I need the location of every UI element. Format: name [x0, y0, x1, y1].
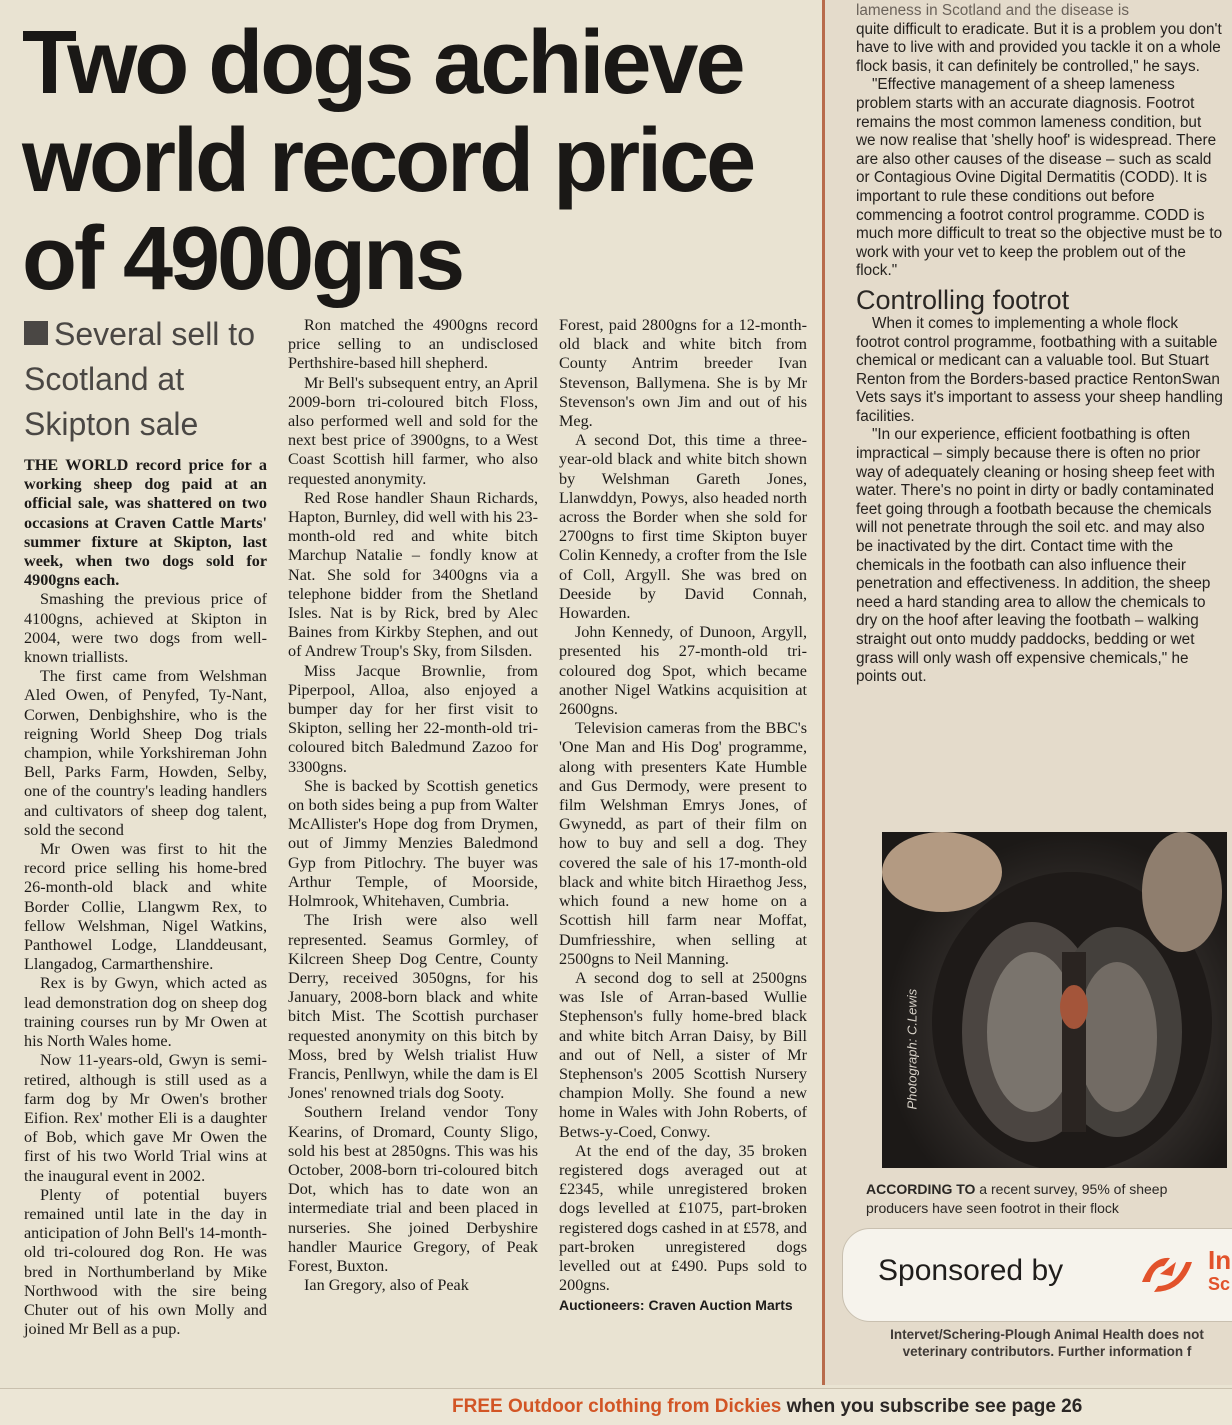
logo-line-2: Sc: [1208, 1274, 1231, 1294]
paragraph: Forest, paid 2800gns for a 12-month-old black and white bitch from County Antrim breeder Ivan Stevenson, Ballymena. She is by Mr Stevenson's own Jim and out of his Meg.: [559, 316, 807, 431]
headline: Two dogs achieve world record price of 4900gns: [22, 13, 754, 309]
promo-highlight: FREE Outdoor clothing from Dickies: [452, 1396, 782, 1417]
caption-lead: ACCORDING TO: [866, 1181, 976, 1197]
paragraph: Southern Ireland vendor Tony Kearins, of Dromard, County Sligo, sold his best at 2850gns. This was his October, 2008-born tri-coloured bitch Dot, which has to date won an intermediate trial and been placed in nurseries. She joined Derbyshire handler Maurice Gregory, of Peak Forest, Buxton.: [288, 1103, 538, 1275]
photo-credit: Photograph: C.Lewis: [904, 988, 920, 1110]
sheep-hoof-photo: [882, 832, 1227, 1168]
square-bullet-icon: [24, 321, 48, 345]
paragraph: She is backed by Scottish genetics on both sides being a pup from Walter McAllister's Hope dog from Drymen, out of Jimmy Menzies Baledmond Gyp from Pitlochry. The buyer was Arthur Temple, of Moorside, Holmrook, Whitehaven, Cumbria.: [288, 776, 538, 911]
paragraph: Mr Owen was first to hit the record price selling his home-bred 26-month-old black and white Border Collie, Llangwm Rex, to fellow Welshman, Nigel Watkins, Panthowel Lodge, Llanddeusant, Llangadog, Carmarthenshire.: [24, 840, 267, 974]
paragraph: At the end of the day, 35 broken registered dogs averaged out at £2345, while unregistered broken dogs levelled at £1075, part-broken registered dogs cashed in at £578, and part-broken unregistered dogs levelled out at £490. Pups sold to 200gns.: [559, 1141, 807, 1295]
sidebar-text: [856, 2, 1224, 687]
article-lead: THE WORLD record price for a working sheep dog paid at an official sale, was shattered on two occasions at Craven Cattle Marts' summer fixture at Skipton, last week, when two dogs sold for 4900gns each.: [24, 456, 267, 590]
paragraph: When it comes to implementing a whole flock footrot control programme, footbathing with a suitable chemical or medicant can a valuable tool. But Stuart Renton from the Borders-based practice RentonSwan Vets says it's important to assess your sheep handling facilities.: [856, 314, 1223, 425]
sidebar-fragment: lameness in Scotland and the disease is: [856, 2, 1129, 19]
auctioneers-credit: Auctioneers: Craven Auction Marts: [559, 1297, 793, 1314]
subhead: [24, 312, 274, 447]
paragraph: Plenty of potential buyers remained until late in the day in anticipation of John Bell's 14-month-old tri-coloured dog Ron. He was bred in Northumberland by Mike Northwood with the sire being Chuter out of his own Molly and joined Mr Bell as a pup.: [24, 1185, 267, 1339]
sponsor-disclaimer: [862, 1326, 1232, 1360]
subhead-text: Several sell to Scotland at Skipton sale: [24, 316, 255, 442]
paragraph: John Kennedy, of Dunoon, Argyll, presented his 27-month-old tri-coloured dog Spot, which became another Nigel Watkins acquisition at 2600gns.: [559, 623, 807, 719]
paragraph: The first came from Welshman Aled Owen, of Penyfed, Ty-Nant, Corwen, Denbighshire, who is the reigning World Sheep Dog trials champion, while Yorkshireman John Bell, Parks Farm, Howden, Selby, one of the country's leading handlers and cultivators of sheep dog talent, sold the second: [24, 667, 267, 839]
paragraph: Smashing the previous price of 4100gns, achieved at Skipton in 2004, were two dogs from well-known triallists.: [24, 590, 267, 667]
paragraph: A second dog to sell at 2500gns was Isle of Arran-based Wullie Stephenson's fully home-bred black and white bitch Arran Daisy, by Bill and out of Nell, a sister of Mr Stephenson's 2005 Scottish Nursery champion Molly. She found a new home in Wales with John Roberts, of Betws-y-Coed, Conwy.: [559, 968, 807, 1141]
sponsor-logo-text: [1208, 1245, 1232, 1296]
article-column-2: [288, 316, 538, 1295]
photo-caption: [866, 1180, 1226, 1218]
paragraph: Ian Gregory, also of Peak: [304, 1276, 469, 1295]
paragraph: A second Dot, this time a three-year-old black and white bitch shown by Welshman Gareth Jones, Llanwddyn, Powys, also headed north across the Border when she sold for 2700gns to first time Skipton buyer Colin Kennedy, a crofter from the Isle of Coll, Argyll. She was bred on Deeside by David Connah, Howarden.: [559, 431, 807, 623]
article-column-1: [24, 456, 267, 1339]
paragraph: Red Rose handler Shaun Richards, Hapton, Burnley, did well with his 23-month-old red and white bitch Marchup Natalie – fondly know at Nat. She sold for 3400gns via a telephone bidder from the Shetland Isles. Nat is by Rick, bred by Alec Baines from Kirkby Stephen, and out of Andrew Troup's Sky, from Silsden.: [288, 488, 538, 661]
paragraph: Rex is by Gwyn, which acted as lead demonstration dog on sheep dog training courses run by Mr Owen at his North Wales home.: [24, 974, 267, 1051]
paragraph: quite difficult to eradicate. But it is a problem you don't have to live with and provided you tackle it on a whole flock basis, it can definitely be controlled," he says.: [856, 20, 1222, 75]
paragraph: Miss Jacque Brownlie, from Piperpool, Alloa, also enjoyed a bumper day for her first visit to Skipton, selling her 22-month-old tri-coloured bitch Baledmund Zazoo for 3300gns.: [288, 661, 538, 776]
paragraph: Now 11-years-old, Gwyn is semi-retired, although is still used as a farm dog by Mr Owen's brother Eifion. Rex' mother Eli is a daughter of Bob, which gave Mr Owen the first of his two World Trial wins at the inaugural event in 2002.: [24, 1051, 267, 1185]
hoof-illustration: [882, 832, 1227, 1168]
caption-text: a recent survey, 95% of sheep producers have seen footrot in their flock: [866, 1181, 1168, 1216]
paragraph: "In our experience, efficient footbathing is often impractical – simply because there is often no prior way of adequately cleaning or hosing sheep feet with water. There's no point in dirty or badly contaminated feet going through a footbath because the chemicals will not penetrate through the soil etc. and may also be inactivated by the dirt. Contact time with the chemicals in the footbath can also influence their penetration and effectiveness. In addition, the sheep need a hard standing area to allow the chemicals to dry on the hoof after leaving the footbath – walking straight out onto muddy paddocks, bedding or wet grass will only wash off expensive chemicals," he points out.: [856, 426, 1215, 686]
disclaimer-line-1: Intervet/Schering-Plough Animal Health does not: [890, 1327, 1204, 1342]
sidebar-heading: Controlling footrot: [856, 284, 1070, 315]
paragraph: Ron matched the 4900gns record price selling to an undisclosed Perthshire-based hill shepherd.: [288, 316, 538, 373]
logo-line-1: In: [1208, 1245, 1232, 1275]
promo-rest: when you subscribe see page 26: [781, 1396, 1083, 1417]
article-column-3: [559, 316, 807, 1314]
sponsor-logo-icon: [1136, 1252, 1196, 1292]
paragraph: "Effective management of a sheep lameness problem starts with an accurate diagnosis. Footrot remains the most common lameness condition, but we now realise that 'shelly hoof' is widespread. There are also other causes of the disease – such as scald or Contagious Ovine Digital Dermatitis (CODD). It is important to rule these conditions out before commencing a footrot control programme. CODD is much more difficult to treat so the objective must be to work with your vet to keep the problem out of the flock.": [856, 76, 1223, 280]
paragraph: The Irish were also well represented. Seamus Gormley, of Kilcreen Sheep Dog Centre, County Derry, received 3050gns, for his January, 2008-born black and white bitch Mist. The Scottish purchaser requested anonymity on this bitch by Moss, bred by Welsh trialist Huw Francis, Penllwyn, while the dam is El Jones' renowned trials dog Sooty.: [288, 911, 538, 1103]
paragraph: Television cameras from the BBC's 'One Man and His Dog' programme, along with presenters Kate Humble and Gus Dermody, were present to film Welshman Emrys Jones, of Gwynedd, as part of their film on how to buy and sell a dog. They covered the sale of his 17-month-old black and white bitch Hiraethog Jess, which found a new home on a Scottish hill farm near Moffat, Dumfriesshire, when selling at 2500gns to Neil Manning.: [559, 719, 807, 968]
paragraph: Mr Bell's subsequent entry, an April 2009-born tri-coloured bitch Floss, also performed well and sold for the next best price of 3900gns, to a West Coast Scottish hill farmer, who also requested anonymity.: [288, 373, 538, 488]
disclaimer-line-2: veterinary contributors. Further information f: [902, 1344, 1192, 1359]
sponsored-by-label: Sponsored by: [878, 1254, 1064, 1287]
footer-promo: [452, 1396, 1082, 1418]
